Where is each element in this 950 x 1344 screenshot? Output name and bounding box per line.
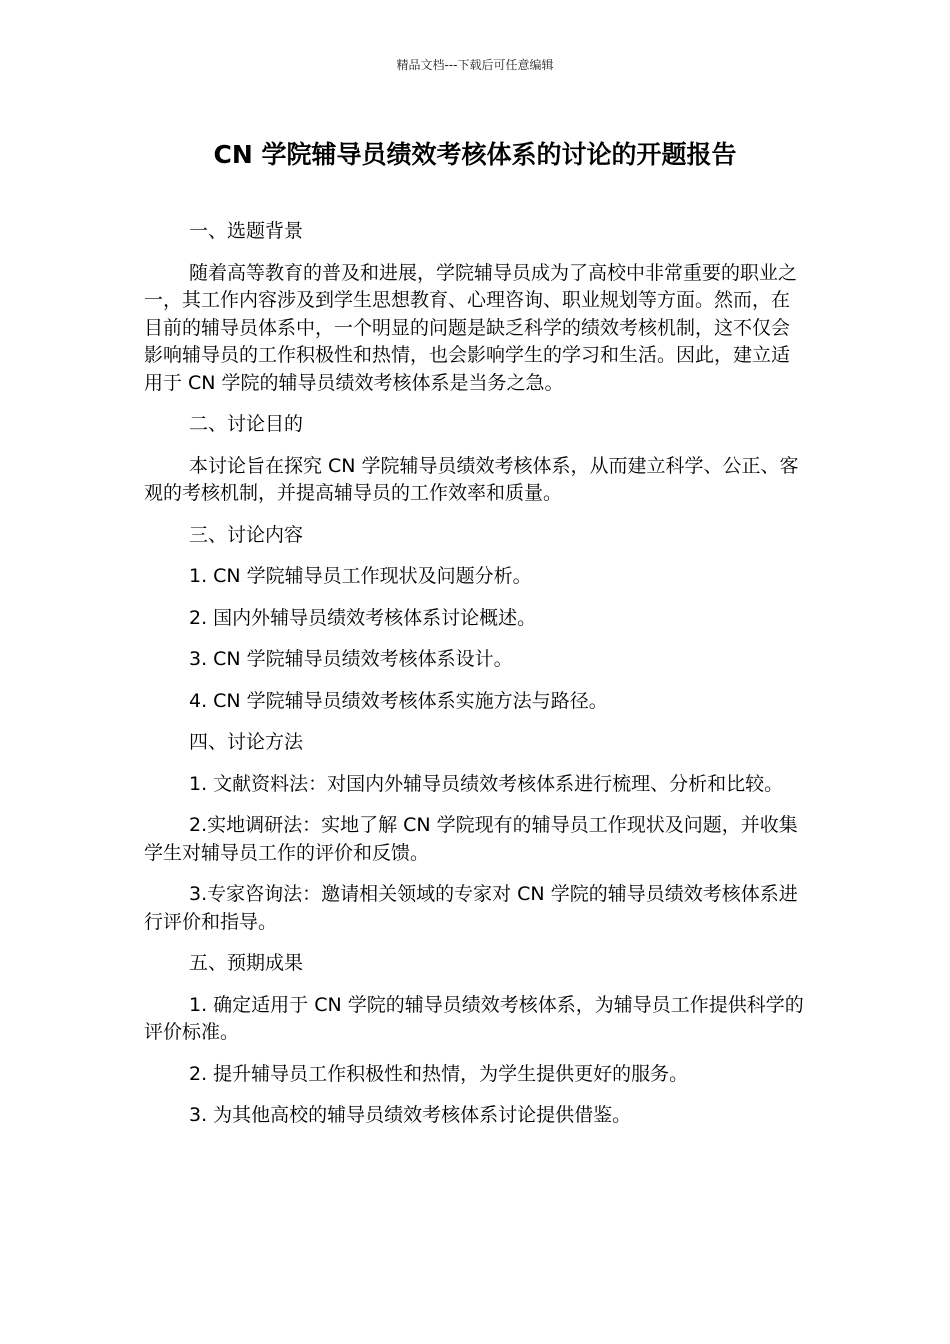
purpose-paragraph: 本讨论旨在探究 CN 学院辅导员绩效考核体系，从而建立科学、公正、客观的考核机制，并提高辅导员的工作效率和质量。 [144,454,799,504]
content-item-2: 2. 国内外辅导员绩效考核体系讨论概述。 [189,606,537,629]
method-item-3: 3.专家咨询法：邀请相关领域的专家对 CN 学院的辅导员绩效考核体系进行评价和指导。 [144,883,798,933]
header-note: 精品文档---下载后可任意编辑 [396,58,554,72]
section-heading-methods: 四、讨论方法 [189,731,304,753]
outcome-item-2: 2. 提升辅导员工作积极性和热情，为学生提供更好的服务。 [189,1062,689,1085]
section-heading-outcomes: 五、预期成果 [189,952,304,974]
background-paragraph: 随着高等教育的普及和进展，学院辅导员成为了高校中非常重要的职业之一，其工作内容涉及到学生思想教育、心理咨询、职业规划等方面。然而，在目前的辅导员体系中，一个明显的问题是缺乏科学的绩效考核机制，这不仅会影响辅导员的工作积极性和热情，也会影响学生的学习和生活。因此，建立适用于 CN 学院的辅导员绩效考核体系是当务之急。 [144,261,798,394]
outcome-item-1: 1. 确定适用于 CN 学院的辅导员绩效考核体系，为辅导员工作提供科学的评价标准。 [144,993,804,1043]
content-item-3: 3. CN 学院辅导员绩效考核体系设计。 [189,648,513,670]
section-heading-background: 一、选题背景 [189,220,304,242]
section-heading-purpose: 二、讨论目的 [189,413,304,435]
content-item-4: 4. CN 学院辅导员绩效考核体系实施方法与路径。 [189,689,608,712]
content-item-1: 1. CN 学院辅导员工作现状及问题分析。 [189,565,532,587]
method-item-1: 1. 文献资料法：对国内外辅导员绩效考核体系进行梳理、分析和比较。 [189,772,784,795]
document-body [144,218,807,1144]
section-heading-content: 三、讨论内容 [189,523,304,546]
document-title: CN 学院辅导员绩效考核体系的讨论的开题报告 [213,140,737,169]
outcome-item-3: 3. 为其他高校的辅导员绩效考核体系讨论提供借鉴。 [189,1104,632,1126]
method-item-2: 2.实地调研法：实地了解 CN 学院现有的辅导员工作现状及问题，并收集学生对辅导员工作的评价和反馈。 [144,814,798,864]
